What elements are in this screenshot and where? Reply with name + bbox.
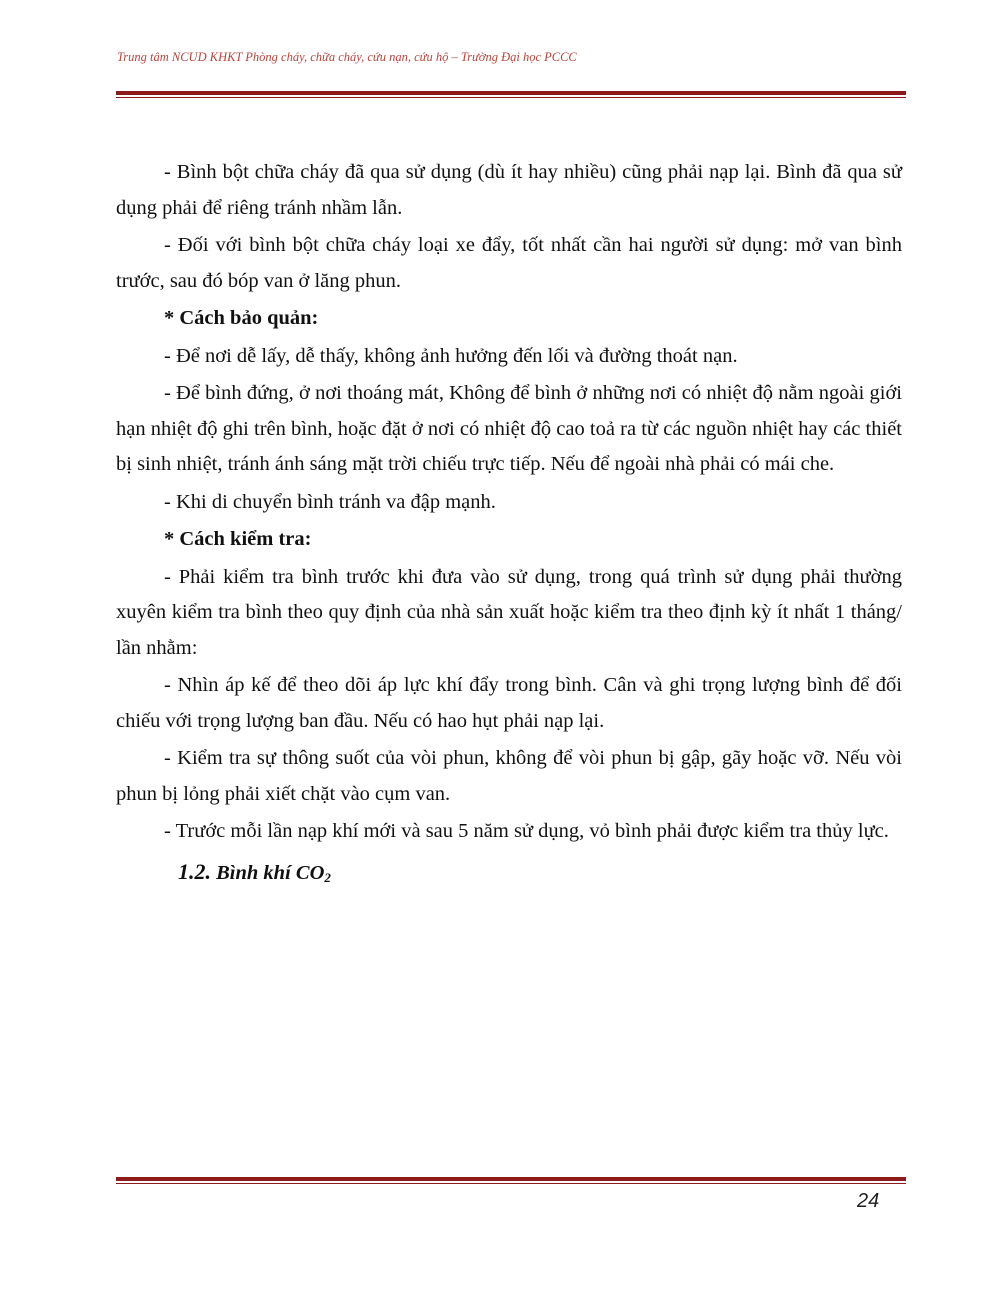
paragraph: - Trước mỗi lần nạp khí mới và sau 5 năm sử dụng, vỏ bình phải được kiểm tra thủy lực. bbox=[164, 820, 889, 842]
page-body bbox=[116, 155, 902, 895]
paragraph: - Nhìn áp kế để theo dõi áp lực khí đẩy trong bình. Cân và ghi trọng lượng bình để đối chiếu với trọng lượng ban đầu. Nếu có hao hụt phải nạp lại. bbox=[116, 674, 902, 732]
header-rule bbox=[116, 91, 906, 98]
section-heading bbox=[116, 854, 902, 896]
section-number: 1.2. bbox=[178, 858, 211, 884]
paragraph: - Phải kiểm tra bình trước khi đưa vào sử dụng, trong quá trình sử dụng phải thường xuyên kiểm tra bình theo quy định của nhà sản xuất hoặc kiểm tra theo định kỳ ít nhất 1 tháng/ lần nhằm: bbox=[116, 565, 902, 659]
footer-rule bbox=[116, 1177, 906, 1184]
page-number: 24 bbox=[857, 1190, 880, 1212]
check-heading: * Cách kiểm tra: bbox=[164, 528, 312, 550]
paragraph: - Để bình đứng, ở nơi thoáng mát, Không để bình ở những nơi có nhiệt độ nằm ngoài giới hạn nhiệt độ ghi trên bình, hoặc đặt ở nơi có nhiệt độ cao toả ra từ các nguồn nhiệt hay các thiết bị sinh nhiệt, tránh ánh sáng mặt trời chiếu trực tiếp. Nếu để ngoài nhà phải có mái che. bbox=[116, 382, 902, 475]
paragraph: - Kiểm tra sự thông suốt của vòi phun, không để vòi phun bị gập, gãy hoặc vỡ. Nếu vòi phun bị lỏng phải xiết chặt vào cụm van. bbox=[116, 747, 902, 805]
paragraph: - Đối với bình bột chữa cháy loại xe đẩy, tốt nhất cần hai người sử dụng: mở van bình trước, sau đó bóp van ở lăng phun. bbox=[116, 234, 902, 292]
storage-heading: * Cách bảo quản: bbox=[164, 307, 319, 329]
running-header: Trung tâm NCUD KHKT Phòng cháy, chữa cháy, cứu nạn, cứu hộ – Trường Đại học PCCC bbox=[117, 50, 577, 64]
paragraph: - Bình bột chữa cháy đã qua sử dụng (dù ít hay nhiều) cũng phải nạp lại. Bình đã qua sử dụng phải để riêng tránh nhầm lẫn. bbox=[116, 161, 902, 219]
section-title: Bình khí CO bbox=[216, 861, 325, 884]
paragraph: - Để nơi dễ lấy, dễ thấy, không ảnh hưởng đến lối và đường thoát nạn. bbox=[164, 344, 738, 367]
section-subscript: 2 bbox=[324, 869, 331, 885]
paragraph: - Khi di chuyển bình tránh va đập mạnh. bbox=[164, 490, 496, 513]
